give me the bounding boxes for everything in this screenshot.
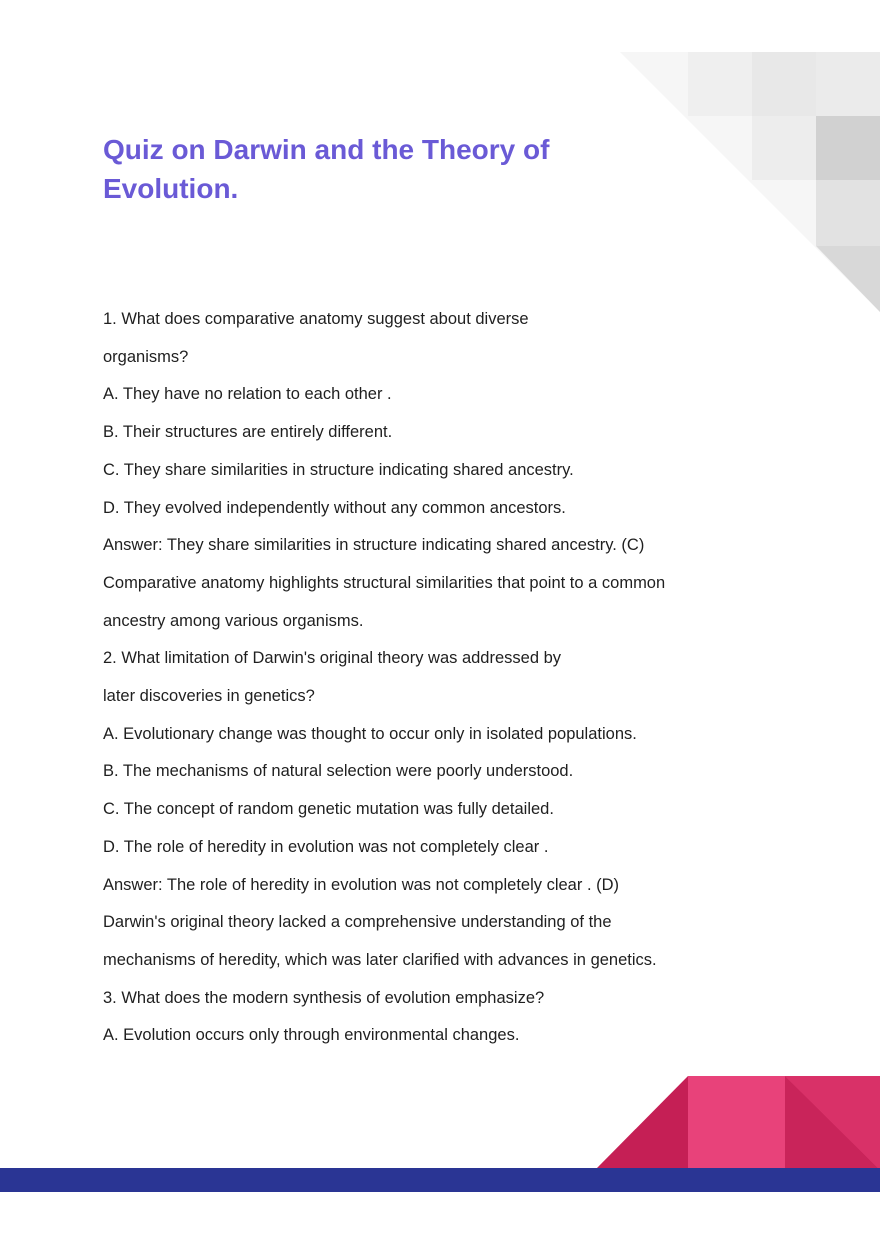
question-2-explanation: Darwin's original theory lacked a comprehensive understanding of the — [103, 913, 612, 932]
question-2-answer: Answer: The role of heredity in evolution was not completely clear . (D) — [103, 875, 620, 894]
question-2: 2. What limitation of Darwin's original theory was addressed by — [103, 649, 562, 668]
grey-tile — [688, 52, 752, 116]
page-title: Quiz on Darwin and the Theory of Evolution. — [103, 134, 550, 204]
navy-footer-bar — [0, 1168, 880, 1192]
grey-tile — [816, 52, 880, 116]
question-1-explanation-continuation: ancestry among various organisms. — [103, 611, 364, 630]
grey-tile — [816, 180, 880, 246]
question-1-continuation: organisms? — [103, 347, 189, 366]
question-2-option-c: C. The concept of random genetic mutation was fully detailed. — [103, 800, 554, 819]
grey-tile — [752, 116, 816, 180]
crimson-triangle — [595, 1076, 688, 1170]
question-1-answer: Answer: They share similarities in structure indicating shared ancestry. (C) — [103, 536, 645, 555]
question-2-continuation: later discoveries in genetics? — [103, 687, 315, 706]
question-1: 1. What does comparative anatomy suggest about diverse — [103, 310, 529, 328]
question-3-option-a: A. Evolution occurs only through environmental changes. — [103, 1026, 520, 1045]
question-1-option-d: D. They evolved independently without any common ancestors. — [103, 498, 566, 517]
question-2-option-b: B. The mechanisms of natural selection were poorly understood. — [103, 762, 574, 781]
question-3: 3. What does the modern synthesis of evolution emphasize? — [103, 988, 545, 1007]
question-1-option-b: B. Their structures are entirely different. — [103, 423, 393, 442]
question-1-option-a: A. They have no relation to each other . — [103, 385, 392, 404]
question-1-option-c: C. They share similarities in structure indicating shared ancestry. — [103, 460, 574, 479]
grey-tile — [752, 52, 816, 116]
question-2-option-a: A. Evolutionary change was thought to occur only in isolated populations. — [103, 724, 637, 743]
question-2-explanation-continuation: mechanisms of heredity, which was later clarified with advances in genetics. — [103, 950, 657, 969]
bottom-decoration — [0, 1060, 880, 1245]
question-1-explanation: Comparative anatomy highlights structural similarities that point to a common — [103, 573, 666, 592]
quiz-content — [103, 301, 743, 1055]
grey-tile — [816, 116, 880, 180]
question-2-option-d: D. The role of heredity in evolution was not completely clear . — [103, 837, 549, 856]
